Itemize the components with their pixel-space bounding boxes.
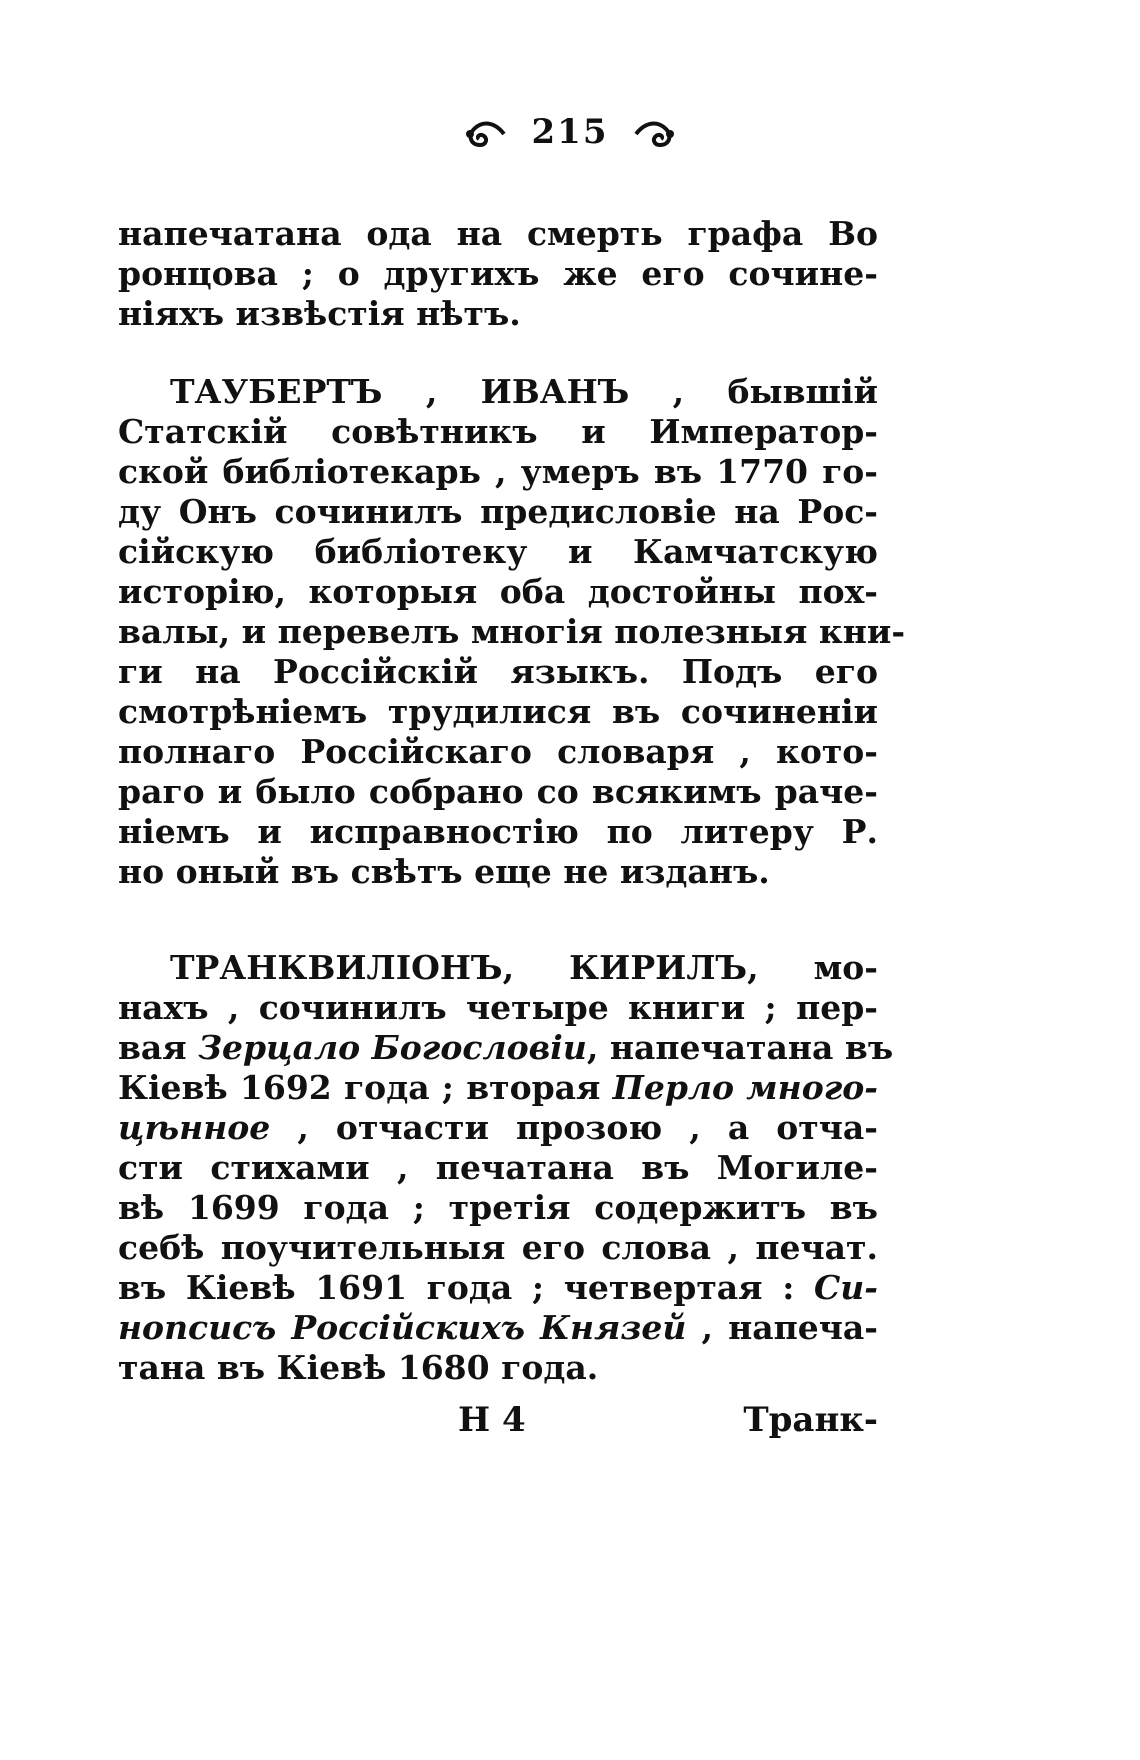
page-header (0, 112, 1140, 152)
text-line: ду Онъ сочинилъ предисловiе на Рос- (118, 492, 878, 531)
text-line: раго и было собрано со всякимъ раче- (118, 772, 878, 811)
text-fragment: , отчасти прозою , а отча- (270, 1108, 878, 1147)
book-title: Си- (814, 1268, 878, 1307)
text-line: валы, и перевелъ многiя полезныя кни- (118, 612, 906, 651)
entry-taubert (118, 372, 906, 892)
text-line (118, 1308, 878, 1348)
book-title: Зерцало Богословiи (198, 1028, 587, 1067)
text-line: скoй библiотекарь , умеръ въ 1770 го- (118, 452, 878, 491)
text-line: себѣ поучительныя его слова , печат. (118, 1228, 878, 1267)
text-line: сти стихами , печатана въ Могиле- (118, 1148, 878, 1187)
book-title: Перло много- (612, 1068, 878, 1107)
text-line: вѣ 1699 года ; третiя содержитъ въ (118, 1188, 878, 1227)
book-title: цѣнное (118, 1108, 271, 1147)
page-number: 215 (531, 112, 609, 152)
text-line: нiемъ и исправностiю по литеру Р. (118, 812, 878, 851)
text-line: смотрѣнiемъ трудилися въ сочиненiи (118, 692, 878, 731)
right-ornament-icon (632, 119, 676, 149)
book-title: нопсисъ Россiйскихъ Князей (118, 1308, 687, 1347)
left-ornament-icon (464, 119, 508, 149)
text-fragment: вая (118, 1028, 199, 1067)
text-line (118, 1108, 878, 1148)
entry-trankvilion (118, 948, 894, 1388)
text-line: Статскiй совѣтникъ и Император- (118, 412, 878, 451)
text-line: ТАУБЕРТЪ , ИВАНЪ , бывшiй (170, 372, 878, 411)
text-line: нахъ , сочинилъ четыре книги ; пер- (118, 988, 878, 1027)
text-line (118, 1068, 878, 1108)
text-line (118, 1028, 894, 1068)
text-line: сiйскую библiотеку и Камчатскую (118, 532, 878, 571)
text-line: тана въ Кiевѣ 1680 года. (118, 1348, 599, 1387)
text-fragment: , напеча- (686, 1308, 878, 1347)
text-fragment: въ Кiевѣ 1691 года ; четвертая : (118, 1268, 815, 1307)
text-line: ТРАНКВИЛIОНЪ, КИРИЛЪ, мо- (170, 948, 878, 987)
text-line: ги на Россiйскiй языкъ. Подъ его (118, 652, 878, 691)
paragraph-continuation (118, 214, 878, 334)
text-line: полнаго Россiйскаго словаря , кото- (118, 732, 878, 771)
text-fragment: , напечатана въ (586, 1028, 894, 1067)
text-line (118, 1268, 878, 1308)
text-line: напечатана ода на смерть графа Во (118, 214, 878, 253)
catchword: Транк- (743, 1400, 878, 1440)
text-line: исторiю, которыя оба достойны пох- (118, 572, 878, 611)
signature-mark: Н 4 (458, 1400, 526, 1440)
text-line: нiяхъ извѣстiя нѣтъ. (118, 294, 521, 333)
text-line: но оный въ свѣтъ еще не изданъ. (118, 852, 770, 891)
text-line: ронцова ; о другихъ же его сочине- (118, 254, 878, 293)
text-fragment: Кiевѣ 1692 года ; вторая (118, 1068, 613, 1107)
